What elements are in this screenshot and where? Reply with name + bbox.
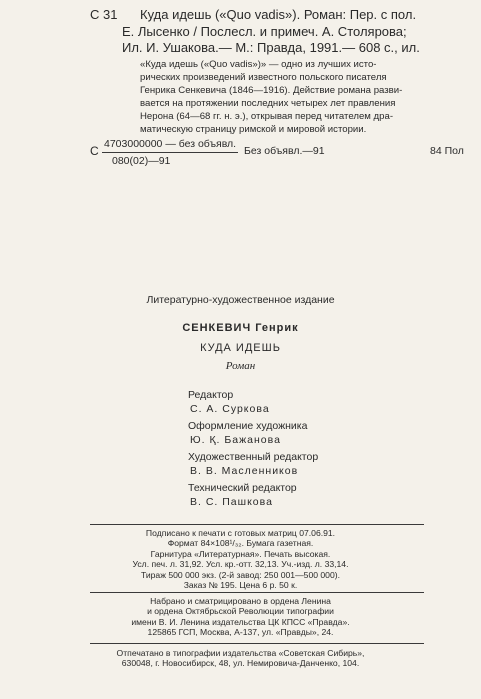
class-letter: С [90,144,99,158]
print-detail-line: Усл. печ. л. 31,92. Усл. кр.-отт. 32,13. Уч.-изд. л. 33,14. [132,559,349,570]
typesetting-details [0,596,481,638]
catalog-line-3: Ил. И. Ушакова.— М.: Правда, 1991.— 608 с., ил. [122,40,420,55]
print-detail-line: Подписано к печати с готовых матриц 07.06.91. [145,528,336,538]
annotation-line: вается на протяжении последних четырех лет правления [140,98,396,109]
credit-name-designer: Ю. Қ. Бажанова [190,434,281,446]
index-top: 4703000000 — без объявл. [104,138,237,150]
index-bottom: 080(02)—91 [112,155,171,167]
annotation-text [140,58,402,136]
printing-house-line: 630048, г. Новосибирск, 48, ул. Немировича-Данченко, 104. [121,658,360,669]
no-ad-note: Без объявл.—91 [244,145,325,157]
print-detail-line: Формат 84×108¹/₃₂. Бумага газетная. [167,538,314,549]
imprint-rule-middle [90,592,424,593]
index-fraction-rule [102,152,238,153]
credit-role-tech-editor: Технический редактор [188,482,297,494]
annotation-line: Нерона (64—68 гг. н. э.), открывая перед читателем дра- [140,111,394,122]
print-detail-line: Тираж 500 000 экз. (2-й завод: 250 001—500 000). [140,569,340,580]
credit-name-tech-editor: В. С. Пашкова [190,496,273,508]
typesetting-line: и ордена Октябрьской Революции типографии [147,606,334,617]
print-details [0,528,481,590]
printing-house-details [0,648,481,669]
print-detail-line: Заказ № 195. Цена 6 р. 50 к. [183,580,298,591]
print-detail-line: Гарнитура «Литературная». Печать высокая. [150,548,331,559]
imprint-rule-top [90,524,424,525]
imprint-rule-bottom [90,643,424,644]
catalog-code: С 31 [90,7,118,22]
catalog-line-1: Куда идешь («Quo vadis»). Роман: Пер. с пол. [140,7,417,22]
annotation-line: рических произведений известного польского писателя [140,72,387,83]
author-name: СЕНКЕВИЧ Генрик [182,322,299,334]
printing-house-line: Отпечатано в типографии издательства «Советская Сибирь», [116,648,365,658]
typesetting-line: имени В. И. Ленина издательства ЦК КПСС «Правда». [131,616,350,627]
bbk-code: 84 Пол [430,145,464,157]
annotation-line: Генрика Сенкевича (1846—1916). Действие романа разви- [140,85,403,96]
genre-label: Роман [225,360,256,372]
catalog-line-2: Е. Лысенко / Послесл. и примеч. А. Столярова; [122,24,407,39]
book-title: КУДА ИДЕШЬ [200,342,281,354]
typesetting-line: Набрано и сматрицировано в ордена Ленина [150,596,331,606]
credit-role-designer: Оформление художника [188,420,308,432]
annotation-line: матическую страницу римской и мировой истории. [140,124,367,135]
edition-type: Литературно-художественное издание [146,294,335,306]
credit-name-art-editor: В. В. Масленников [190,465,299,477]
typesetting-line: 125865 ГСП, Москва, А-137, ул. «Правды», 24. [147,627,334,638]
credit-role-editor: Редактор [188,389,234,401]
credit-name-editor: С. А. Суркова [190,403,270,415]
annotation-line: «Куда идешь («Quo vadis»)» — одно из лучших исто- [140,59,377,70]
credit-role-art-editor: Художественный редактор [188,451,319,463]
